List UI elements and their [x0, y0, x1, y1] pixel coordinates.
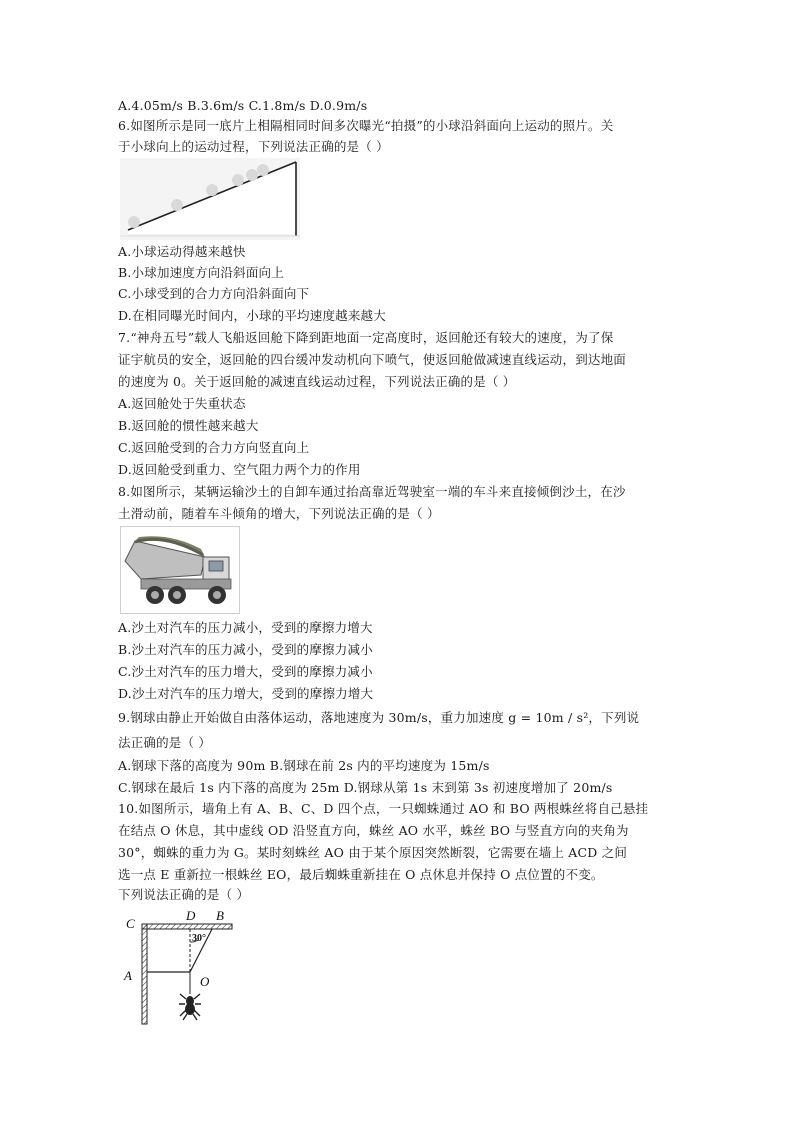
q10-stem-line-3: 30°，蜘蛛的重力为 G。某时刻蛛丝 AO 由于某个原因突然断裂，它需要在墙上 ACD 之间	[118, 845, 628, 860]
ball-1	[128, 216, 140, 228]
angle-label: 30°	[192, 933, 206, 944]
incline-photo-figure	[120, 158, 300, 240]
q6-option-c: C.小球受到的合力方向沿斜面向下	[118, 286, 310, 301]
q8-option-d: D.沙土对汽车的压力增大，受到的摩擦力增大	[118, 686, 374, 701]
label-b: B	[216, 908, 224, 923]
q9-options-cd: C.钢球在最后 1s 内下落的高度为 25m D.钢球从第 1s 末到第 3s 初速度增加了 20m/s	[118, 780, 613, 795]
q9-options-ab: A.钢球下落的高度为 90m B.钢球在前 2s 内的平均速度为 15m/s	[118, 758, 490, 773]
ball-2	[171, 199, 183, 211]
ball-3	[206, 184, 218, 196]
q10-stem-line-1: 10.如图所示，墙角上有 A、B、C、D 四个点，一只蜘蛛通过 AO 和 BO 两根蛛丝将自己悬挂	[118, 801, 649, 816]
q8-stem-line-2: 土滑动前，随着车斗倾角的增大，下列说法正确的是（ ）	[118, 506, 440, 521]
label-a: A	[124, 968, 132, 983]
spider-corner-figure	[120, 906, 240, 1028]
q6-option-b: B.小球加速度方向沿斜面向上	[118, 265, 284, 280]
ball-6	[257, 164, 269, 176]
q9-stem-line-1: 9.钢球由静止开始做自由落体运动，落地速度为 30m/s，重力加速度 g = 10m / s²，下列说	[118, 710, 640, 725]
side-wall	[142, 924, 147, 1024]
q8-stem-line-1: 8.如图所示，某辆运输沙土的自卸车通过抬高靠近驾驶室一端的车斗来直接倾倒沙土，在沙	[118, 484, 626, 499]
label-c: C	[126, 916, 135, 931]
dump-truck-figure	[120, 526, 240, 614]
spider-icon	[179, 994, 201, 1020]
q9-stem-line-2: 法正确的是（ ）	[118, 735, 212, 750]
q8-option-c: C.沙土对汽车的压力增大，受到的摩擦力减小	[118, 664, 373, 679]
q10-stem-line-5: 下列说法正确的是（ ）	[118, 887, 250, 902]
q6-option-a: A.小球运动得越来越快	[118, 244, 246, 259]
q7-option-b: B.返回舱的惯性越来越大	[118, 418, 259, 433]
q5-options: A.4.05m/s B.3.6m/s C.1.8m/s D.0.9m/s	[118, 98, 368, 113]
q8-option-a: A.沙土对汽车的压力减小，受到的摩擦力增大	[118, 620, 373, 635]
q10-stem-line-4: 选一点 E 重新拉一根蛛丝 EO，最后蜘蛛重新挂在 O 点休息并保持 O 点位置的不变。	[118, 867, 604, 882]
label-d: D	[186, 908, 196, 923]
q7-option-c: C.返回舱受到的合力方向竖直向上	[118, 440, 310, 455]
q7-stem-line-3: 的速度为 0。关于返回舱的减速直线运动过程，下列说法正确的是（ ）	[118, 374, 516, 389]
label-o: O	[200, 974, 210, 989]
q6-stem-line-1: 6.如图所示是同一底片上相隔相同时间多次曝光“拍摄”的小球沿斜面向上运动的照片。关	[118, 118, 614, 133]
ball-4	[232, 174, 244, 186]
q7-option-d: D.返回舱受到重力、空气阻力两个力的作用	[118, 462, 361, 477]
q6-stem-line-2: 于小球向上的运动过程，下列说法正确的是（ ）	[118, 139, 389, 154]
q8-option-b: B.沙土对汽车的压力减小，受到的摩擦力减小	[118, 642, 373, 657]
q7-option-a: A.返回舱处于失重状态	[118, 396, 246, 411]
q10-stem-line-2: 在结点 O 休息，其中虚线 OD 沿竖直方向，蛛丝 AO 水平，蛛丝 BO 与竖直方向的夹角为	[118, 823, 629, 838]
ball-5	[246, 169, 258, 181]
ceiling-wall	[142, 924, 232, 929]
q7-stem-line-2: 证宇航员的安全，返回舱的四台缓冲发动机向下喷气，使返回舱做减速直线运动，到达地面	[118, 352, 627, 367]
q7-stem-line-1: 7.“神舟五号”载人飞船返回舱下降到距地面一定高度时，返回舱还有较大的速度，为了保	[118, 330, 614, 345]
q6-option-d: D.在相同曝光时间内，小球的平均速度越来越大	[118, 308, 386, 323]
